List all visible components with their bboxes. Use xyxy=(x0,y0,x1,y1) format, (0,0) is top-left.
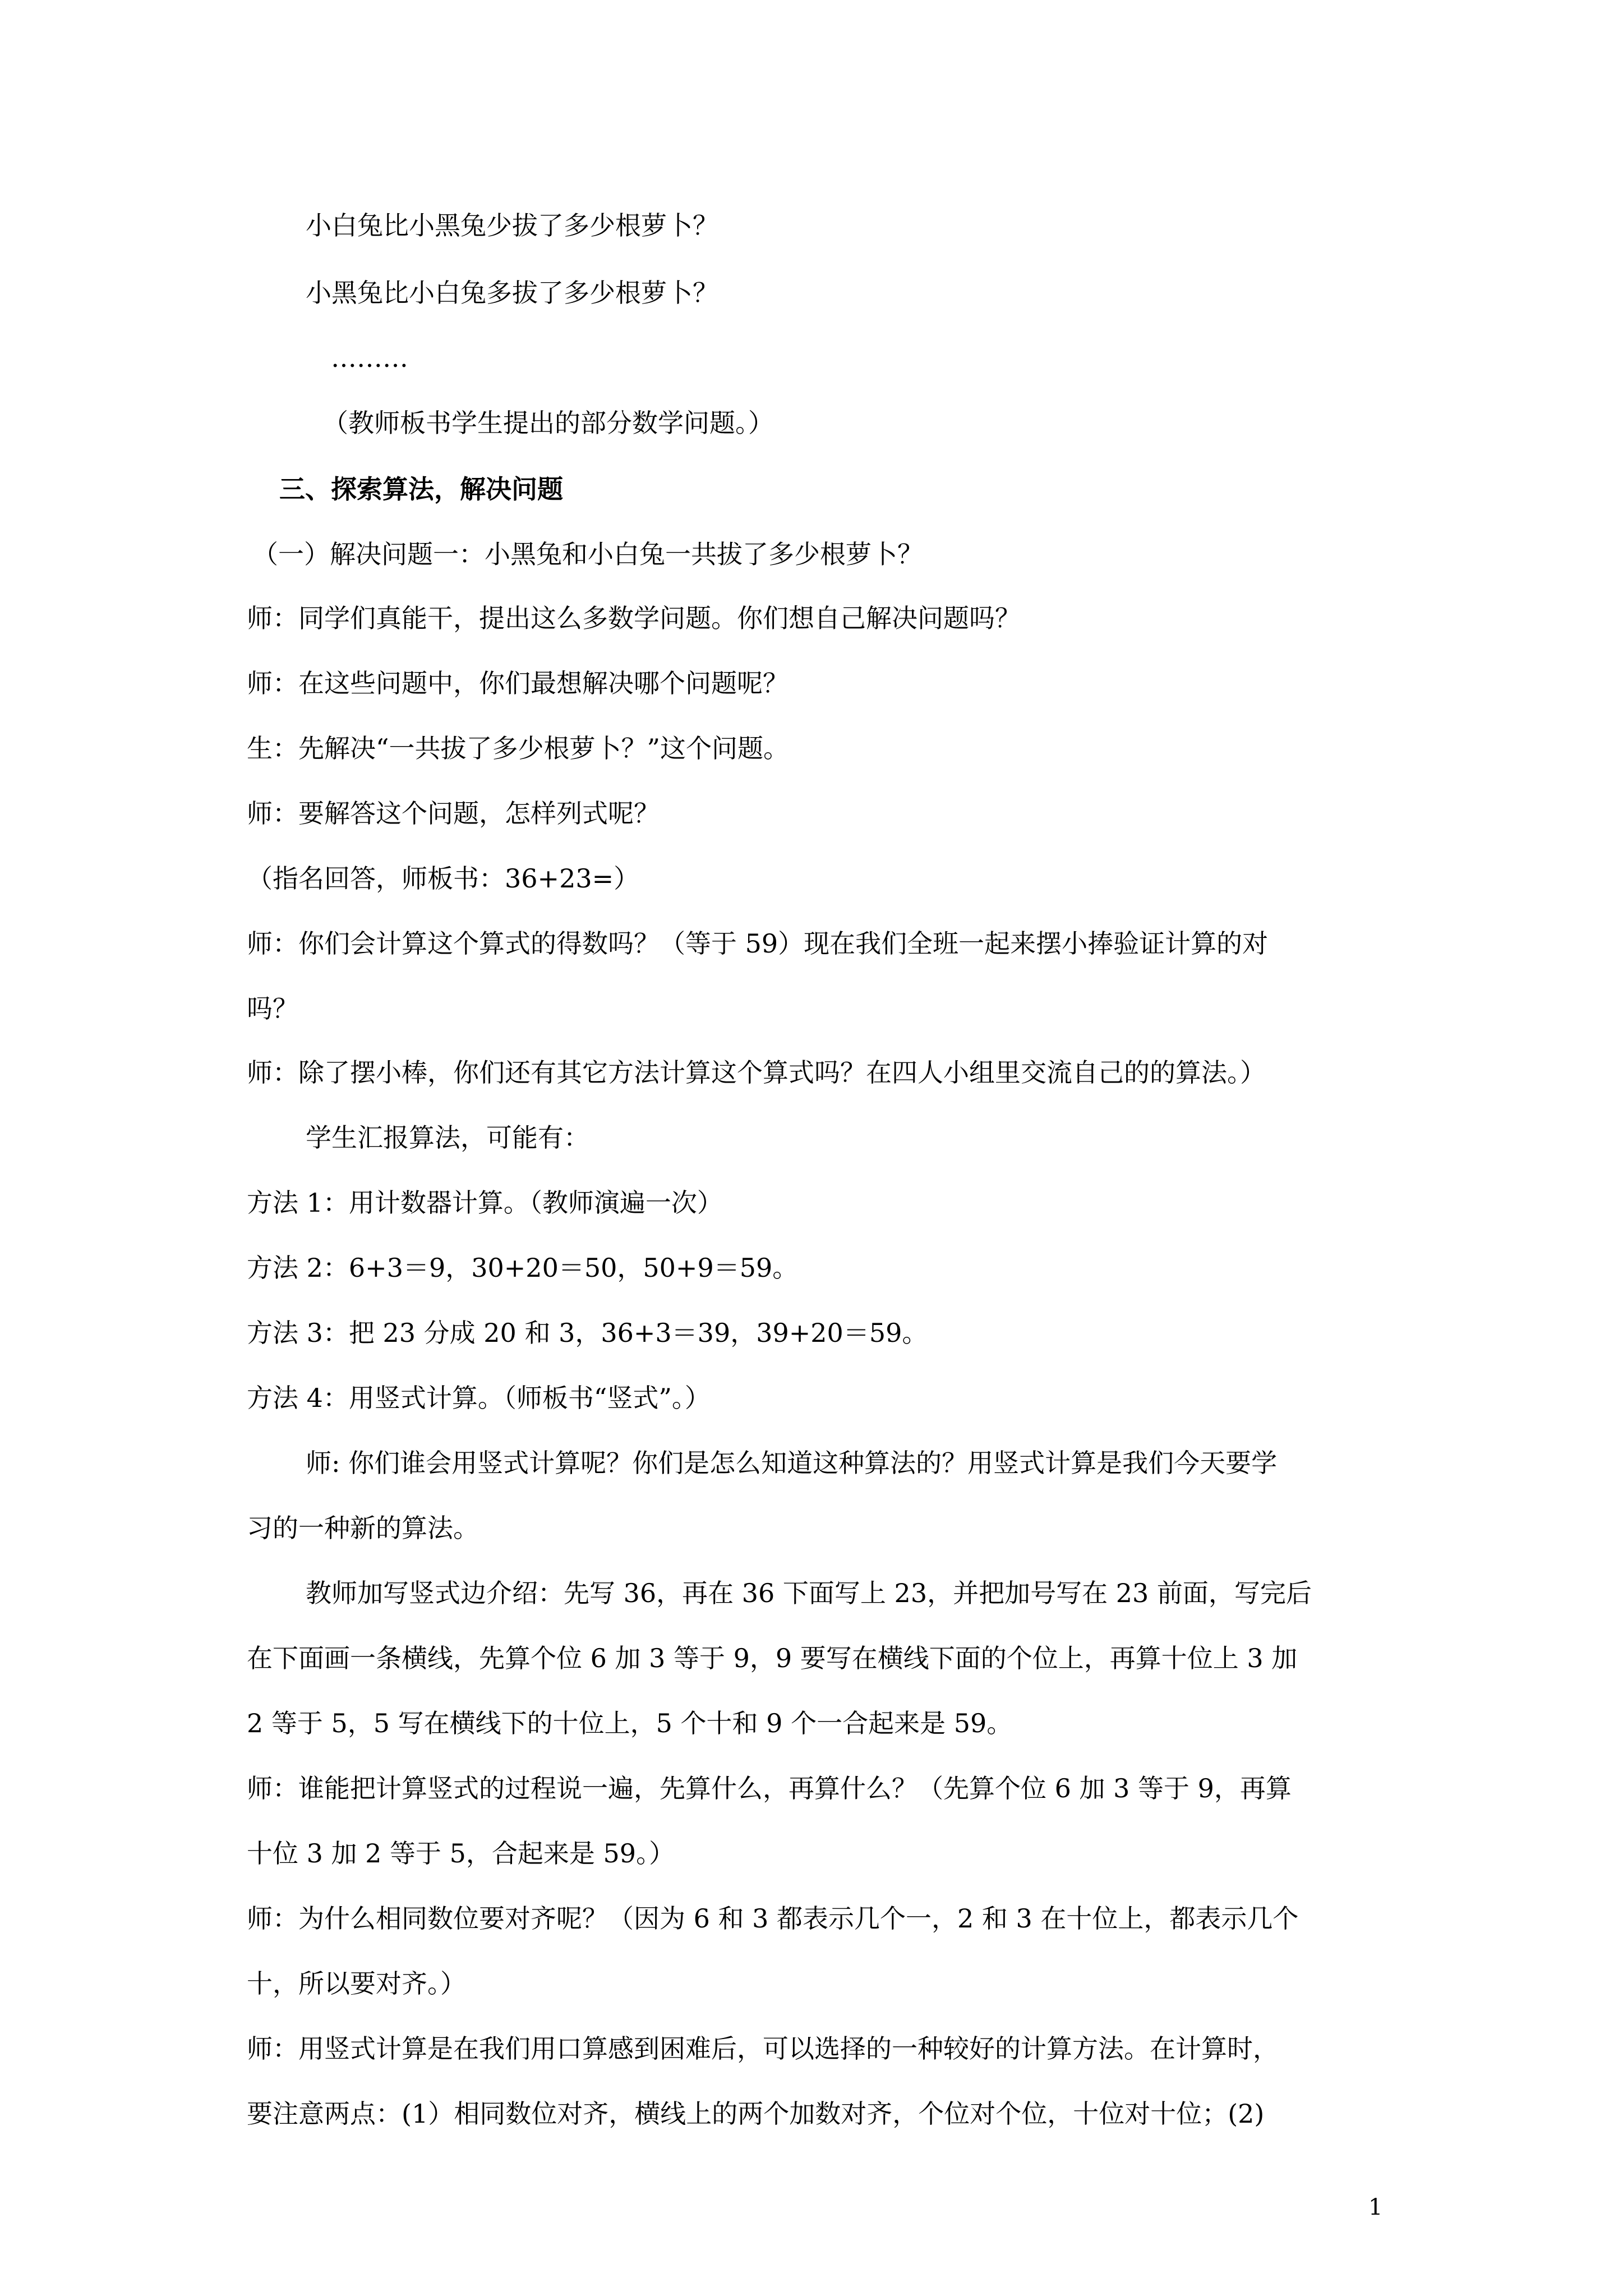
body-line: 师：谁能把计算竖式的过程说一遍，先算什么，再算什么？（先算个位 6 加 3 等于 9，再算 xyxy=(247,1773,1292,1803)
body-line: 2 等于 5，5 写在横线下的十位上，5 个十和 9 个一合起来是 59。 xyxy=(247,1708,1013,1738)
question-line: 小黑兔比小白兔多拔了多少根萝卜？ xyxy=(306,278,718,308)
body-line: 教师加写竖式边介绍：先写 36，再在 36 下面写上 23，并把加号写在 23 前面，写完后 xyxy=(306,1578,1312,1608)
method-line: 方法 2：6+3＝9，30+20＝50，50+9＝59。 xyxy=(247,1253,799,1283)
ellipsis-line: ……… xyxy=(331,343,408,373)
body-line: 在下面画一条横线，先算个位 6 加 3 等于 9，9 要写在横线下面的个位上，再算十位上 3 加 xyxy=(247,1643,1298,1673)
body-line: 要注意两点：(1）相同数位对齐，横线上的两个加数对齐，个位对个位，十位对十位；(2) xyxy=(247,2099,1265,2129)
body-line: 生：先解决“一共拔了多少根萝卜？”这个问题。 xyxy=(247,733,790,763)
section-heading: 三、探索算法，解决问题 xyxy=(279,474,563,504)
body-line: 习的一种新的算法。 xyxy=(247,1513,479,1543)
body-line: 学生汇报算法，可能有： xyxy=(306,1122,589,1153)
body-line: 吗？ xyxy=(247,993,298,1024)
body-line: 师：要解答这个问题，怎样列式呢？ xyxy=(247,798,660,829)
question-line: 小白兔比小黑兔少拔了多少根萝卜？ xyxy=(306,210,718,241)
method-line: 方法 1：用计数器计算。（教师演遍一次） xyxy=(247,1188,723,1218)
body-line: 师：用竖式计算是在我们用口算感到困难后，可以选择的一种较好的计算方法。在计算时， xyxy=(247,2033,1279,2064)
note-line: （教师板书学生提出的部分数学问题。） xyxy=(322,408,774,438)
body-line: 十，所以要对齐。） xyxy=(247,1968,466,1999)
method-line: 方法 4：用竖式计算。（师板书“竖式”。） xyxy=(247,1383,711,1413)
body-line: 师：同学们真能干，提出这么多数学问题。你们想自己解决问题吗？ xyxy=(247,603,1021,633)
subsection-heading: （一）解决问题一：小黑兔和小白兔一共拔了多少根萝卜？ xyxy=(252,539,923,569)
body-line: 师: 你们谁会用竖式计算呢？你们是怎么知道这种算法的？用竖式计算是我们今天要学 xyxy=(306,1448,1278,1478)
body-line: （指名回答，师板书：36+23=） xyxy=(247,863,640,894)
body-line: 师：除了摆小棒，你们还有其它方法计算这个算式吗？在四人小组里交流自己的的算法。） xyxy=(247,1057,1266,1088)
body-line: 师：你们会计算这个算式的得数吗？（等于 59）现在我们全班一起来摆小捧验证计算的对 xyxy=(247,928,1269,959)
method-line: 方法 3：把 23 分成 20 和 3，36+3＝39，39+20＝59。 xyxy=(247,1318,928,1348)
body-line: 师：为什么相同数位要对齐呢？（因为 6 和 3 都表示几个一，2 和 3 在十位上，都表示几个 xyxy=(247,1903,1299,1934)
body-line: 师：在这些问题中，你们最想解决哪个问题呢？ xyxy=(247,668,789,698)
body-line: 十位 3 加 2 等于 5，合起来是 59。） xyxy=(247,1838,675,1869)
page-number: 1 xyxy=(1368,2194,1383,2220)
